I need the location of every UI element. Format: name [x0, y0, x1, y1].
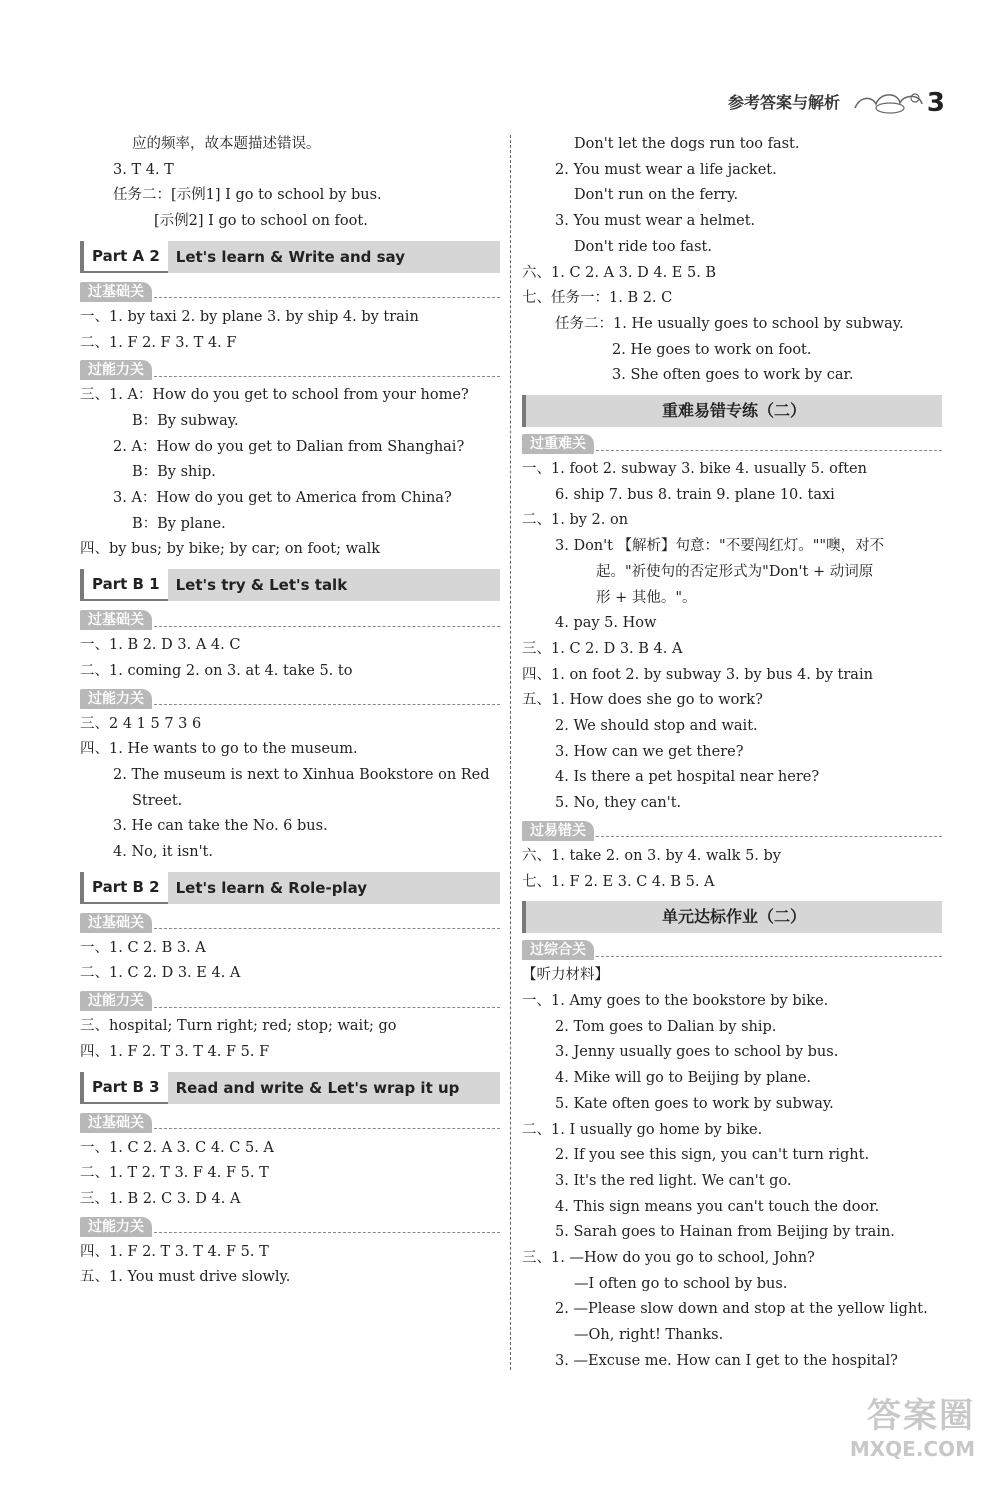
answer-line: 3. Jenny usually goes to school by bus. — [555, 1044, 839, 1061]
page-number: 3 — [926, 88, 945, 118]
header-title: 参考答案与解析 — [727, 92, 840, 112]
answer-line: 【听力材料】 — [522, 967, 609, 984]
left-column — [80, 132, 500, 1291]
section-label — [522, 820, 942, 842]
answer-line: 形 + 其他。"。 — [596, 589, 697, 606]
answer-line: 六、1. take 2. on 3. by 4. walk 5. by — [522, 847, 781, 864]
answer-line: 六、1. C 2. A 3. D 4. E 5. B — [522, 264, 717, 281]
topic-heading: 重难易错专练（二） — [522, 395, 942, 427]
answer-line: Don't ride too fast. — [574, 238, 712, 255]
answer-line: 一、1. B 2. D 3. A 4. C — [80, 637, 241, 654]
answer-line: 2. Tom goes to Dalian by ship. — [555, 1018, 777, 1035]
answer-line: 三、1. C 2. D 3. B 4. A — [522, 640, 683, 657]
section-tag: 过基础关 — [80, 282, 152, 302]
section-tag: 过基础关 — [80, 1113, 152, 1133]
part-heading — [80, 872, 500, 904]
answer-line: 四、1. F 2. T 3. T 4. F 5. T — [80, 1243, 269, 1260]
section-label — [80, 609, 500, 631]
answer-line: 2. He goes to work on foot. — [612, 341, 812, 358]
section-label — [80, 688, 500, 710]
section-label — [80, 281, 500, 303]
section-tag: 过能力关 — [80, 360, 152, 380]
section-divider — [154, 1116, 500, 1129]
answer-line: 二、1. T 2. T 3. F 4. F 5. T — [80, 1165, 269, 1182]
section-tag: 过重难关 — [522, 434, 594, 454]
answer-line: 4. No, it isn't. — [113, 844, 213, 861]
answer-line: 二、1. by 2. on — [522, 512, 629, 529]
part-title: Let's try & Let's talk — [168, 569, 500, 601]
answer-line: 三、hospital; Turn right; red; stop; wait; go — [80, 1018, 397, 1035]
answer-line: 5. Kate often goes to work by subway. — [555, 1095, 834, 1112]
answer-line: 4. pay 5. How — [555, 615, 657, 632]
answer-line: 3. It's the red light. We can't go. — [555, 1172, 792, 1189]
answer-line: 四、by bus; by bike; by car; on foot; walk — [80, 541, 381, 558]
section-divider — [154, 916, 500, 929]
section-label — [80, 1112, 500, 1134]
answer-line: 二、1. F 2. F 3. T 4. F — [80, 334, 237, 351]
answer-line: B：By plane. — [132, 515, 226, 532]
answer-line: 二、1. C 2. D 3. E 4. A — [80, 965, 241, 982]
part-heading — [80, 241, 500, 273]
answer-line: B：By subway. — [132, 412, 239, 429]
part-heading — [80, 569, 500, 601]
answer-line: 2. A：How do you get to Dalian from Shanghai? — [113, 438, 465, 455]
section-label — [522, 433, 942, 455]
answer-line: Street. — [132, 792, 183, 809]
answer-line: 3. He can take the No. 6 bus. — [113, 818, 328, 835]
answer-line: 2. The museum is next to Xinhua Bookstore on Red — [113, 766, 490, 783]
part-title: Read and write & Let's wrap it up — [168, 1072, 500, 1104]
section-tag: 过能力关 — [80, 689, 152, 709]
section-label — [80, 359, 500, 381]
part-tag: Part B 1 — [80, 569, 168, 601]
answer-line: Don't run on the ferry. — [574, 187, 739, 204]
answer-line: 3. —Excuse me. How can I get to the hospital? — [555, 1352, 898, 1369]
answer-line: B：By ship. — [132, 464, 216, 481]
column-divider — [510, 135, 511, 1370]
section-divider — [154, 1220, 500, 1233]
part-tag: Part B 3 — [80, 1072, 168, 1104]
answer-line: 3. You must wear a helmet. — [555, 213, 756, 230]
watermark — [850, 1388, 975, 1461]
answer-line: 二、1. coming 2. on 3. at 4. take 5. to — [80, 662, 353, 679]
answer-line: 3. Don't 【解析】句意："不要闯红灯。""噢，对不 — [555, 538, 885, 555]
topic-heading: 单元达标作业（二） — [522, 901, 942, 933]
section-label — [80, 912, 500, 934]
answer-line: 七、任务一：1. B 2. C — [522, 290, 673, 307]
right-column — [522, 132, 942, 1375]
answer-line: 五、1. You must drive slowly. — [80, 1269, 291, 1286]
answer-line: 3. A：How do you get to America from China? — [113, 490, 452, 507]
answer-line: —Oh, right! Thanks. — [574, 1327, 724, 1344]
section-tag: 过基础关 — [80, 610, 152, 630]
answer-line: 四、1. He wants to go to the museum. — [80, 741, 358, 758]
answer-line: [示例2] I go to school on foot. — [154, 213, 368, 230]
answer-line: Don't let the dogs run too fast. — [574, 136, 800, 152]
answer-line: 2. —Please slow down and stop at the yellow light. — [555, 1301, 928, 1318]
part-title: Let's learn & Role-play — [168, 872, 500, 904]
answer-line: 3. T 4. T — [113, 161, 174, 178]
answer-line: 任务二：[示例1] I go to school by bus. — [113, 187, 382, 204]
section-divider — [154, 995, 500, 1008]
answer-line: 2. You must wear a life jacket. — [555, 161, 777, 178]
answer-line: 一、1. by taxi 2. by plane 3. by ship 4. by train — [80, 308, 419, 325]
answer-line: —I often go to school by bus. — [574, 1275, 788, 1292]
answer-line: 三、1. B 2. C 3. D 4. A — [80, 1190, 241, 1207]
part-heading — [80, 1072, 500, 1104]
answer-line: 一、1. Amy goes to the bookstore by bike. — [522, 992, 829, 1009]
part-tag: Part B 2 — [80, 872, 168, 904]
section-label — [522, 939, 942, 961]
section-divider — [596, 438, 942, 451]
section-tag: 过能力关 — [80, 1217, 152, 1237]
section-tag: 过综合关 — [522, 940, 594, 960]
section-tag: 过易错关 — [522, 821, 594, 841]
answer-line: 2. If you see this sign, you can't turn right. — [555, 1147, 870, 1164]
section-divider — [154, 614, 500, 627]
answer-line: 三、2 4 1 5 7 3 6 — [80, 715, 202, 732]
section-divider — [596, 824, 942, 837]
answer-line: 5. Sarah goes to Hainan from Beijing by train. — [555, 1224, 895, 1241]
answer-line: 一、1. foot 2. subway 3. bike 4. usually 5. often — [522, 461, 867, 478]
section-divider — [154, 364, 500, 377]
answer-line: 四、1. on foot 2. by subway 3. by bus 4. by train — [522, 666, 873, 683]
page-header — [728, 86, 940, 116]
section-label — [80, 1216, 500, 1238]
answer-line: 起。"祈使句的否定形式为"Don't + 动词原 — [596, 563, 874, 580]
watermark-logo-text: 答案圈 — [867, 1396, 975, 1436]
section-tag: 过能力关 — [80, 991, 152, 1011]
section-tag: 过基础关 — [80, 913, 152, 933]
answer-line: 二、1. I usually go home by bike. — [522, 1121, 763, 1138]
watermark-url: MXQE.COM — [849, 1437, 975, 1461]
answer-line: 5. No, they can't. — [555, 795, 682, 812]
answer-line: 七、1. F 2. E 3. C 4. B 5. A — [522, 873, 715, 890]
answer-line: 任务二：1. He usually goes to school by subway. — [555, 315, 904, 332]
answer-line: 4. Mike will go to Beijing by plane. — [555, 1070, 812, 1087]
section-divider — [154, 692, 500, 705]
answer-line: 三、1. A：How do you get to school from your home? — [80, 387, 469, 404]
answer-line: 4. Is there a pet hospital near here? — [555, 769, 820, 786]
answer-line: 应的频率，故本题描述错误。 — [132, 136, 321, 152]
answer-line: 3. She often goes to work by car. — [612, 367, 854, 384]
answer-line: 2. We should stop and wait. — [555, 718, 758, 735]
part-tag: Part A 2 — [80, 241, 168, 273]
part-title: Let's learn & Write and say — [168, 241, 500, 273]
answer-line: 4. This sign means you can't touch the door. — [555, 1198, 880, 1215]
answer-line: 三、1. —How do you go to school, John? — [522, 1250, 815, 1267]
section-divider — [154, 285, 500, 298]
section-label — [80, 990, 500, 1012]
answer-line: 一、1. C 2. A 3. C 4. C 5. A — [80, 1139, 274, 1156]
answer-line: 一、1. C 2. B 3. A — [80, 939, 206, 956]
answer-line: 四、1. F 2. T 3. T 4. F 5. F — [80, 1043, 270, 1060]
answer-line: 五、1. How does she go to work? — [522, 692, 763, 709]
section-divider — [596, 944, 942, 957]
answer-line: 6. ship 7. bus 8. train 9. plane 10. taxi — [555, 486, 835, 503]
answer-line: 3. How can we get there? — [555, 743, 744, 760]
